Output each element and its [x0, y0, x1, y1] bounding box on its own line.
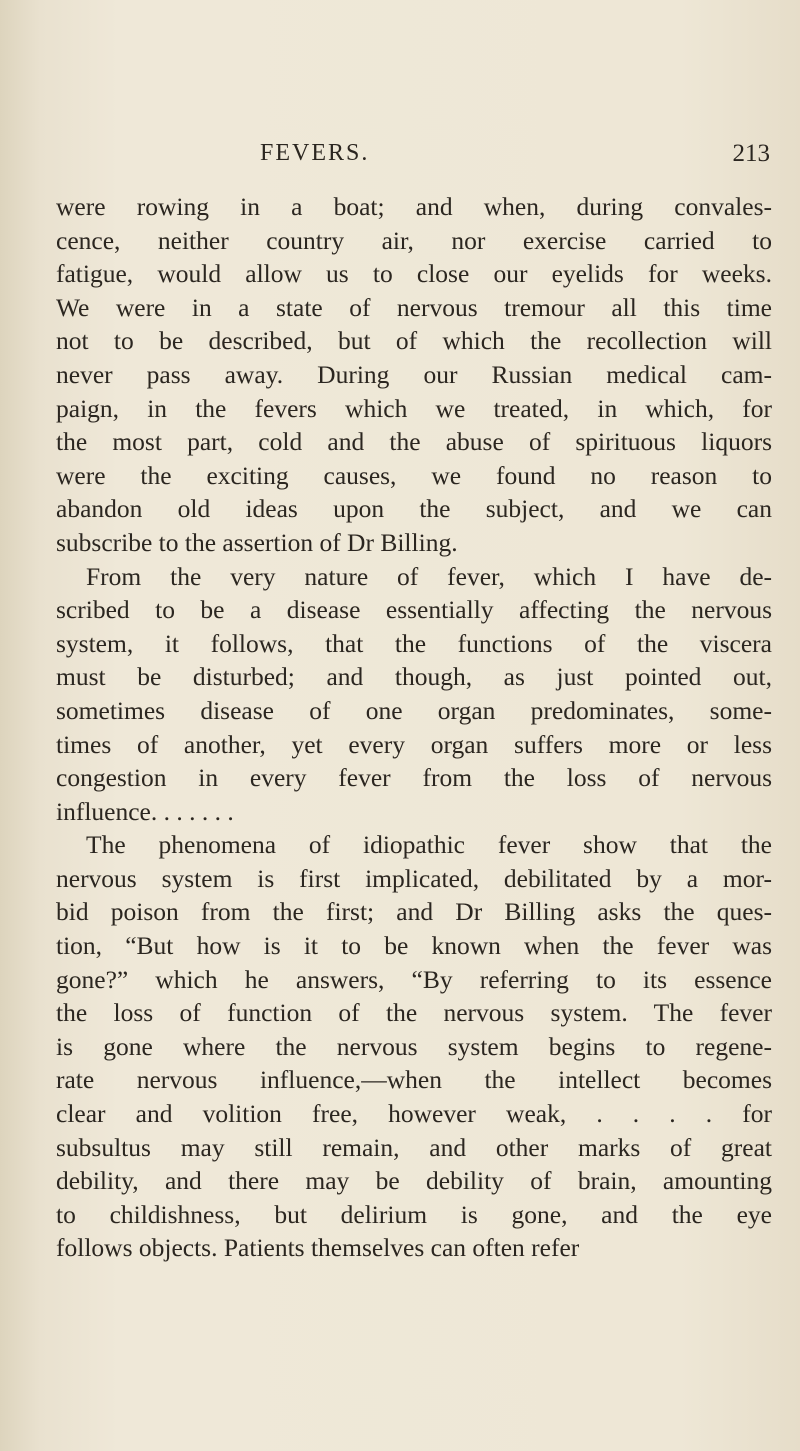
text-line: the loss of function of the nervous system. The fever: [56, 998, 772, 1028]
running-head: FEVERS.: [260, 140, 370, 166]
text-line: abandon old ideas upon the subject, and we can: [56, 494, 772, 524]
text-line: were rowing in a boat; and when, during convales-: [56, 192, 772, 221]
text-line: sometimes disease of one organ predominates, some-: [56, 695, 772, 725]
text-line: cence, neither country air, nor exercise carried to: [56, 225, 772, 255]
text-line: debility, and there may be debility of brain, amounting: [56, 1166, 772, 1196]
body-text: [56, 190, 772, 1265]
text-line: congestion in every fever from the loss of nervous: [56, 763, 772, 793]
text-line: rate nervous influence,—when the intellect becomes: [56, 1065, 772, 1095]
text-line: bid poison from the first; and Dr Billing asks the ques-: [56, 897, 772, 927]
page-header: [260, 140, 770, 180]
paragraph: [56, 828, 772, 1265]
text-line: to childishness, but delirium is gone, and the eye: [56, 1199, 772, 1229]
text-line: fatigue, would allow us to close our eyelids for weeks.: [56, 259, 772, 289]
text-line: follows objects. Patients themselves can often refer: [56, 1233, 580, 1263]
text-line: not to be described, but of which the recollection will: [56, 326, 772, 356]
text-line: nervous system is first implicated, debilitated by a mor-: [56, 863, 772, 893]
text-line: tion, “But how is it to be known when the fever was: [56, 931, 772, 961]
text-line: We were in a state of nervous tremour all this time: [56, 292, 772, 322]
paragraph: [56, 560, 772, 829]
text-line: subsultus may still remain, and other marks of great: [56, 1132, 772, 1162]
text-line: scribed to be a disease essentially affecting the nervous: [56, 595, 772, 625]
text-line: system, it follows, that the functions of the viscera: [56, 628, 772, 658]
text-line: were the exciting causes, we found no reason to: [56, 460, 772, 490]
text-line: influence. . . . . . .: [56, 796, 234, 826]
text-line: The phenomena of idiopathic fever show that the: [86, 830, 772, 860]
text-line: times of another, yet every organ suffers more or less: [56, 729, 772, 759]
page-number: 213: [732, 140, 770, 167]
paragraph: [56, 190, 772, 560]
text-line: gone?” which he answers, “By referring to its essence: [56, 964, 772, 994]
text-line: the most part, cold and the abuse of spirituous liquors: [56, 427, 772, 457]
text-line: clear and volition free, however weak, . . . . for: [56, 1099, 772, 1129]
text-line: is gone where the nervous system begins to regene-: [56, 1031, 772, 1061]
text-line: From the very nature of fever, which I have de-: [86, 561, 772, 591]
text-line: paign, in the fevers which we treated, in which, for: [56, 393, 772, 423]
text-line: never pass away. During our Russian medical cam-: [56, 359, 772, 389]
text-line: subscribe to the assertion of Dr Billing.: [56, 527, 458, 557]
text-line: must be disturbed; and though, as just pointed out,: [56, 662, 772, 692]
